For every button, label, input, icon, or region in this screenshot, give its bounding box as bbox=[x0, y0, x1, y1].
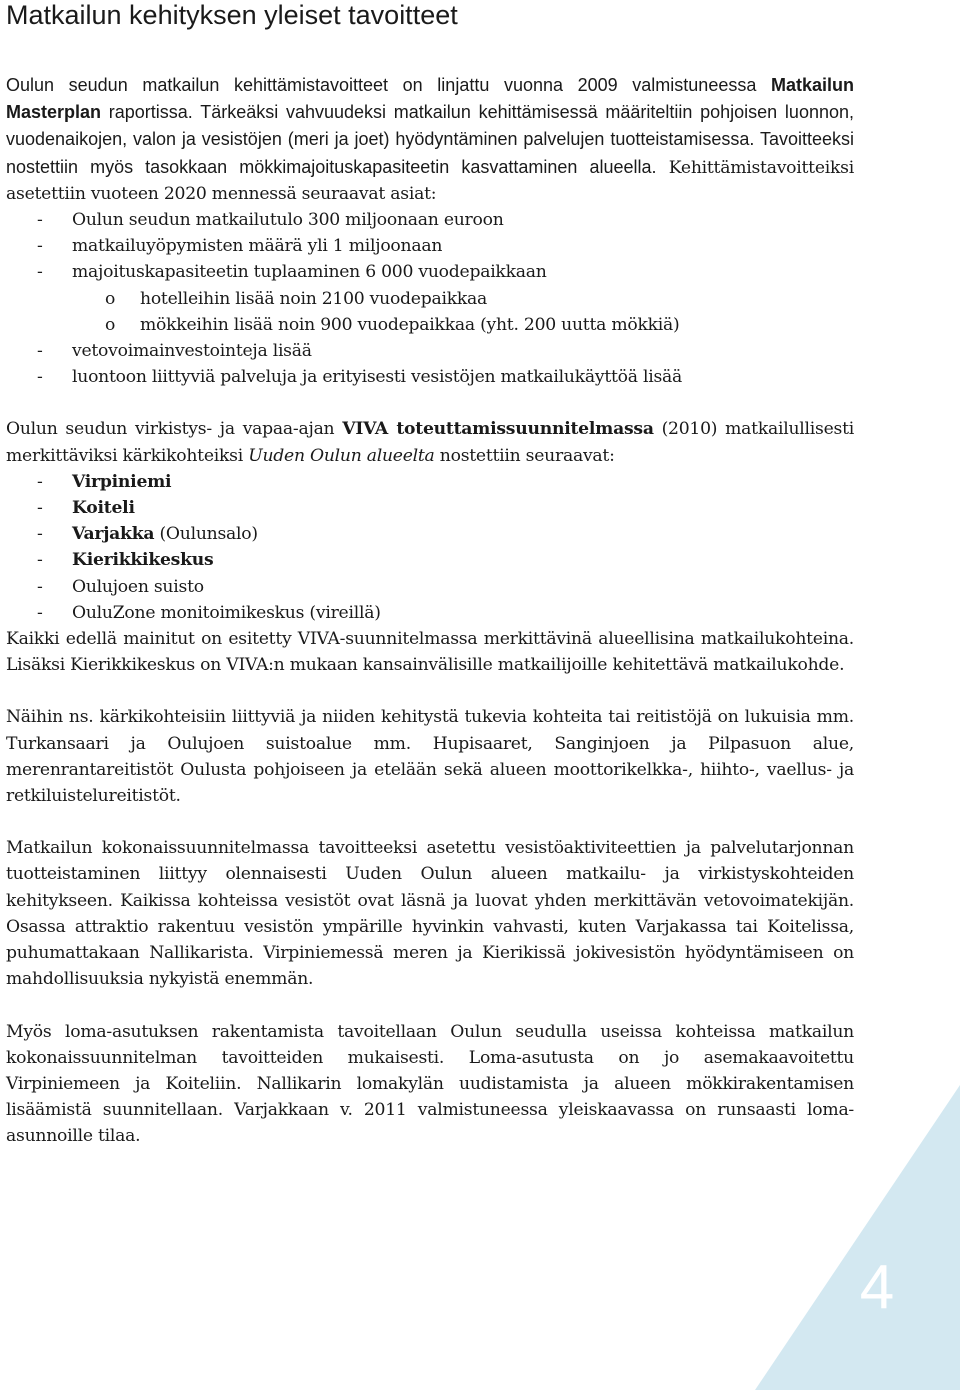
list-item: - matkailuyöpymisten määrä yli 1 miljoonaan bbox=[6, 233, 854, 259]
list-item: - vetovoimainvestointeja lisää bbox=[6, 338, 854, 364]
destination-name: Varjakka bbox=[72, 524, 155, 545]
goals-list bbox=[6, 207, 854, 390]
list-item: - Oulun seudun matkailutulo 300 miljoonaan euroon bbox=[6, 207, 854, 233]
destination-name: Virpiniemi bbox=[72, 471, 172, 492]
page-title: Matkailun kehityksen yleiset tavoitteet bbox=[6, 0, 458, 30]
list-item bbox=[6, 521, 854, 547]
paragraph-masterplan bbox=[6, 72, 854, 207]
sublist-item: o hotelleihin lisää noin 2100 vuodepaikkaa bbox=[6, 286, 854, 312]
paragraph-viva bbox=[6, 416, 854, 468]
p2-text-a: Oulun seudun virkistys- ja vapaa-ajan bbox=[6, 419, 343, 440]
sublist-item: o mökkeihin lisää noin 900 vuodepaikkaa (yht. 200 uutta mökkiä) bbox=[6, 312, 854, 338]
p1-text-b: raportissa. Tärkeäksi vahvuudeksi matkailun kehittämisessä määriteltiin pohjoisen luonnon, vuodenaikojen, valon ja vesistöjen (meri ja joet) hyödyntäminen palvelujen tuotteistamisessa. Tavoitteeksi nostettiin myös tasokkaan mökkimajoituskapasiteetin kasvattaminen alueella. bbox=[6, 102, 854, 177]
paragraph-related-sites: Näihin ns. kärkikohteisiin liittyviä ja niiden kehitystä tukevia kohteita tai reitistöjä on lukuisia mm. Turkansaari ja Oulujoen suistoalue mm. Hupisaaret, Sanginjoen ja Pilpasuon alue, merenrantareitistöt Oulusta pohjoiseen ja etelään sekä alueen moottorikelkka-, hiihto-, vaellus- ja retkiluistelureitistöt. bbox=[6, 707, 854, 807]
p2-italic: Uuden Oulun alueelta bbox=[248, 445, 435, 466]
page-number: 4 bbox=[859, 1253, 895, 1322]
list-item: - OuluZone monitoimikeskus (vireillä) bbox=[6, 600, 854, 626]
list-item: - Oulujoen suisto bbox=[6, 574, 854, 600]
destination-name: Kierikkikeskus bbox=[72, 550, 214, 571]
list-item: - luontoon liittyviä palveluja ja erityisesti vesistöjen matkailukäyttöä lisää bbox=[6, 364, 854, 390]
destination-name: Koiteli bbox=[72, 498, 135, 519]
paragraph-waterways: Matkailun kokonaissuunnitelmassa tavoitteeksi asetettu vesistöaktiviteettien ja palvelutarjonnan tuotteistaminen liittyy olennaisesti Uuden Oulun alueen matkailu- ja virkistyskohteiden kehitykseen. Kaikissa kohteissa vesistöt ovat läsnä ja luovat yhden merkittävän vetovoimatekijän. Osassa attraktio rakentuu vesistön ympärille hyvinkin vahvasti, kuten Varjakassa tai Koitelissa, puhumattakaan Nallikarista. Virpiniemessä meren ja Kierikissä jokivesistön hyödyntämiseen on mahdollisuuksia nykyistä enemmän. bbox=[6, 838, 854, 990]
body-text bbox=[6, 72, 854, 1150]
list-item bbox=[6, 259, 854, 338]
list-item bbox=[6, 469, 854, 495]
list-item-label: majoituskapasiteetin tuplaaminen 6 000 vuodepaikkaan bbox=[72, 262, 547, 283]
paragraph-holiday-housing: Myös loma-asutuksen rakentamista tavoitellaan Oulun seudulla useissa kohteissa matkailun kokonaissuunnitelman tavoitteiden mukaisesti. Loma-asutusta on jo asemakaavoitettu Virpiniemeen ja Koiteliin. Nallikarin lomakylän uudistamista ja alueen mökkirakentamisen lisäämistä suunnitellaan. Varjakkaan v. 2011 valmistuneessa yleiskaavassa on runsaasti loma-asunnoille tilaa. bbox=[6, 1021, 854, 1147]
p2-text-c: nostettiin seuraavat: bbox=[434, 445, 615, 466]
p2-text-b: (2010) matkailullisesti merkittäviksi kärkikohteiksi bbox=[6, 419, 855, 466]
destinations-list bbox=[6, 469, 854, 626]
p1-text-a: Oulun seudun matkailun kehittämistavoitteet on linjattu vuonna 2009 valmistuneessa bbox=[6, 75, 771, 95]
p1-text-c: Kehittämistavoitteiksi asetettiin vuoteen 2020 mennessä seuraavat asiat: bbox=[6, 157, 854, 204]
p2-bold: VIVA toteuttamissuunnitelmassa bbox=[342, 419, 654, 440]
list-item bbox=[6, 547, 854, 573]
list-item bbox=[6, 495, 854, 521]
p1-bold: Matkailun Masterplan bbox=[6, 75, 854, 123]
goal-sublist bbox=[6, 286, 854, 338]
paragraph-viva-summary: Kaikki edellä mainitut on esitetty VIVA-suunnitelmassa merkittävinä alueellisina matkailukohteina. Lisäksi Kierikkikeskus on VIVA:n mukaan kansainvälisille matkailijoille kehitettävä matkailukohde. bbox=[6, 629, 854, 676]
destination-note: (Oulunsalo) bbox=[154, 524, 258, 545]
